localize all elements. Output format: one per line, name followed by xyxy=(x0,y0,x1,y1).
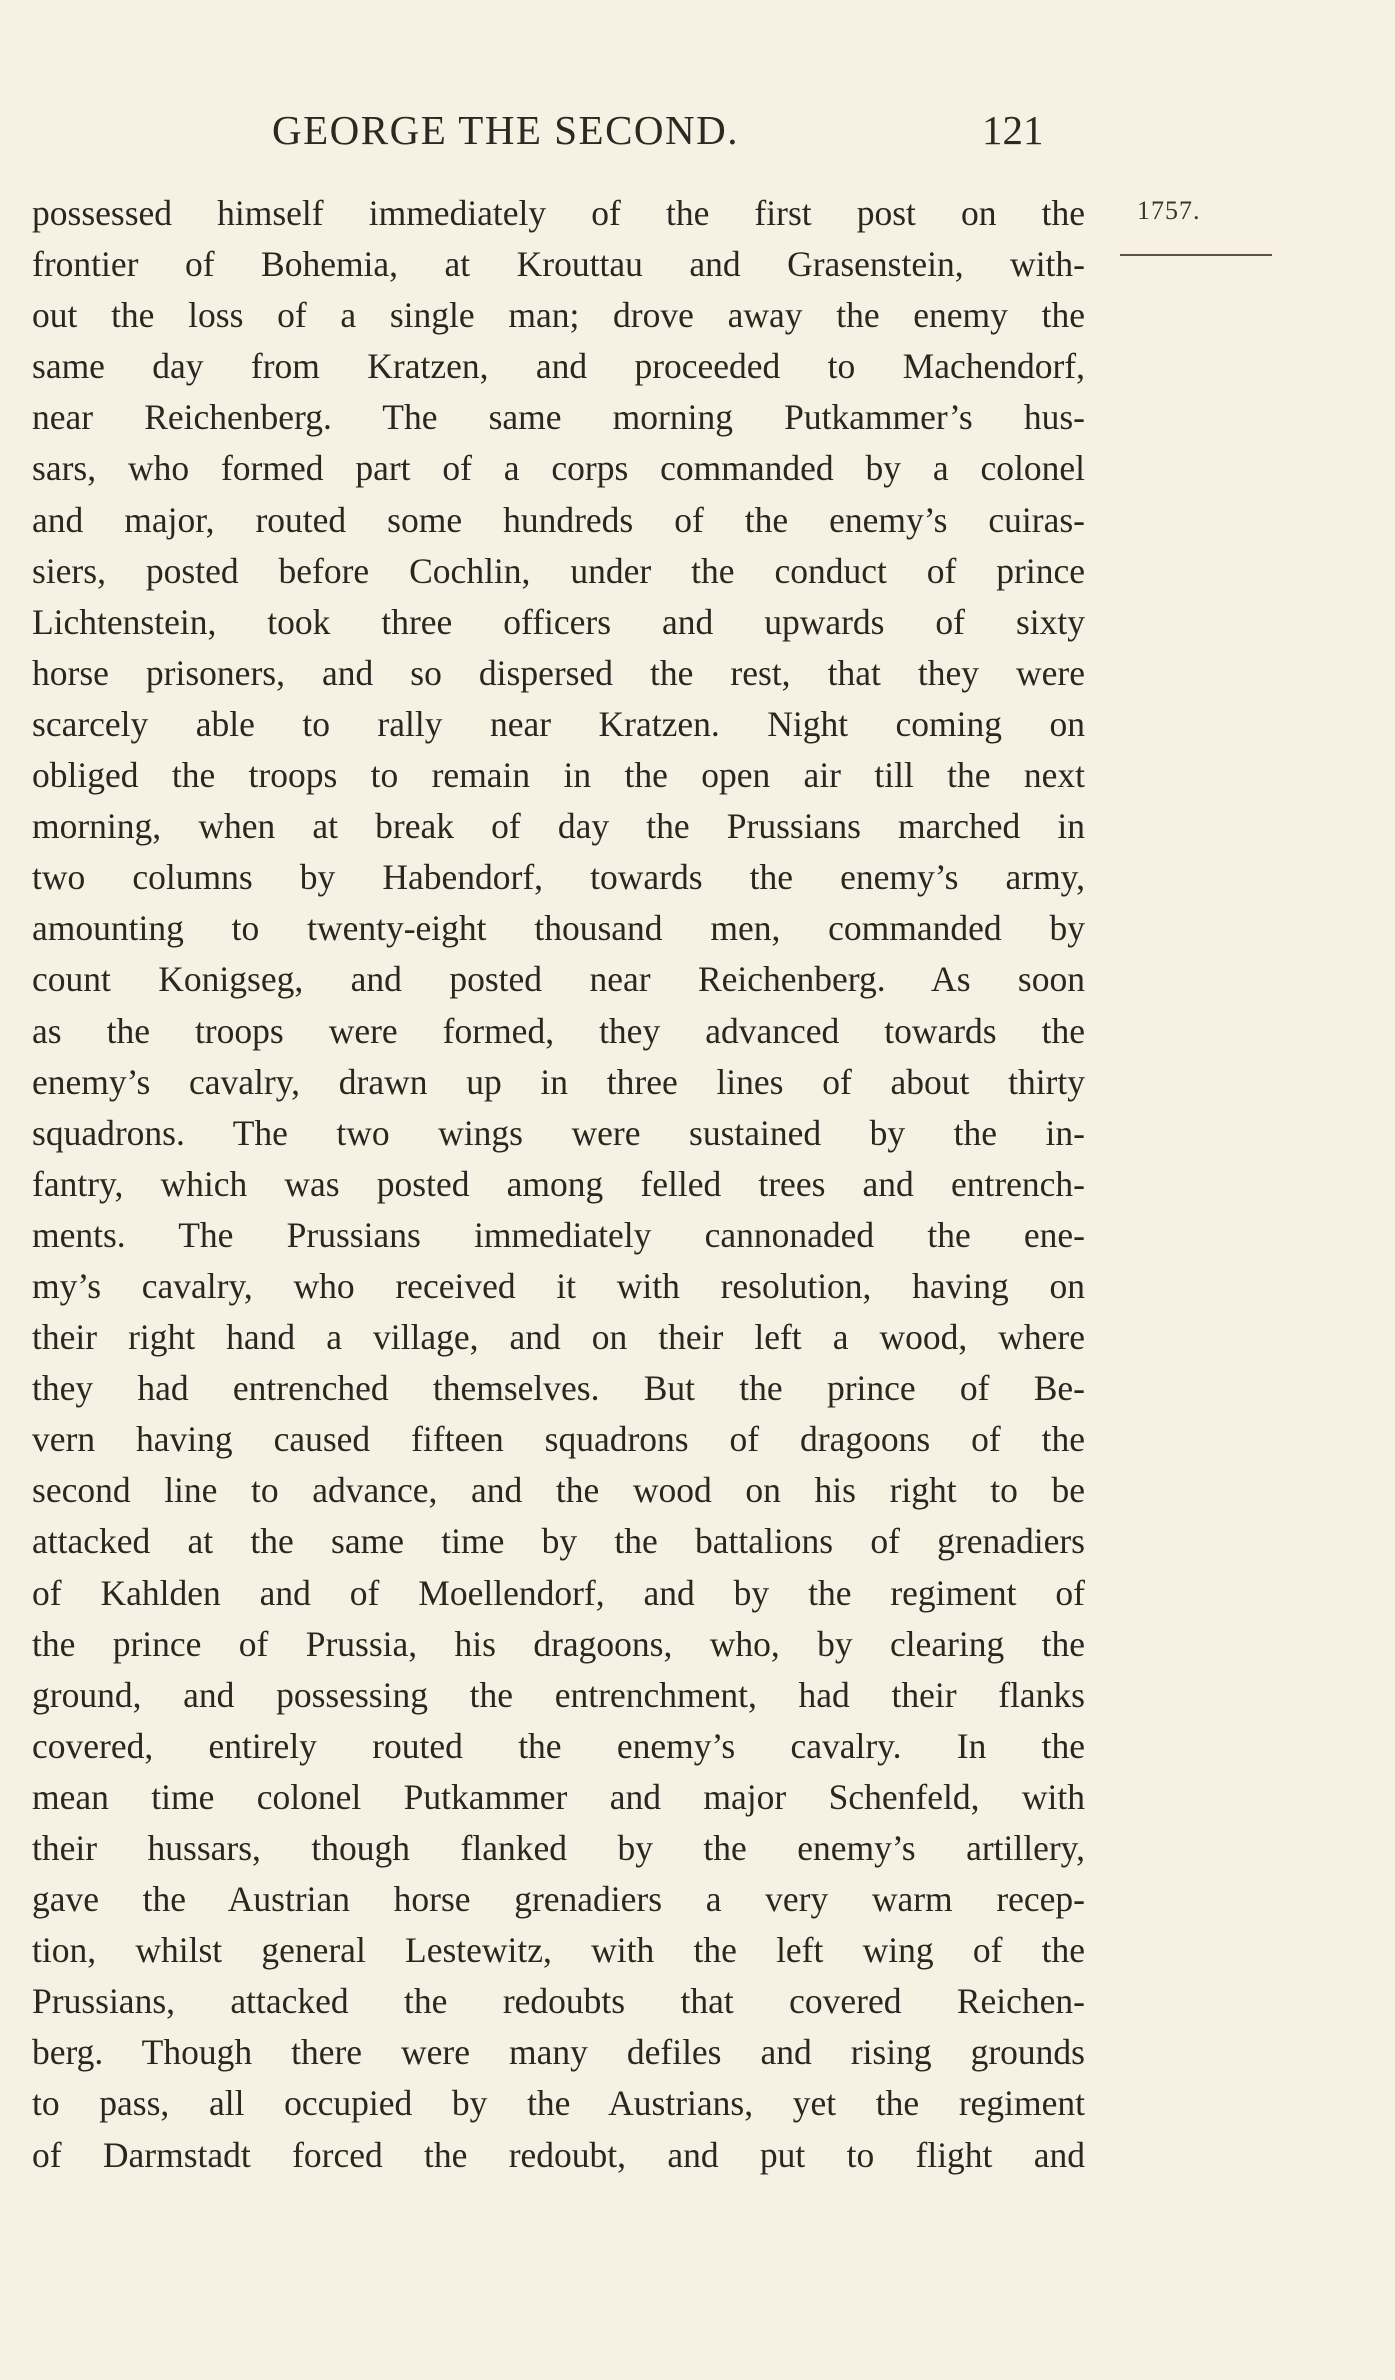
text-line: ground, and possessing the entrenchment, had their flanks xyxy=(32,1674,1085,1715)
text-line: near Reichenberg. The same morning Putkammer’s hus- xyxy=(32,397,1085,438)
text-line: of Darmstadt forced the redoubt, and put to flight and xyxy=(32,2134,1085,2175)
text-line: squadrons. The two wings were sustained by the in- xyxy=(32,1112,1085,1153)
text-line: out the loss of a single man; drove away the enemy the xyxy=(32,295,1085,336)
page-number: 121 xyxy=(982,107,1044,153)
margin-rule xyxy=(1120,254,1272,256)
text-line: second line to advance, and the wood on his right to be xyxy=(32,1470,1085,1511)
text-line: berg. Though there were many defiles and rising grounds xyxy=(32,2032,1085,2073)
text-line: two columns by Habendorf, towards the enemy’s army, xyxy=(32,857,1085,898)
text-line: attacked at the same time by the battalions of grenadiers xyxy=(32,1521,1085,1562)
text-line: same day from Kratzen, and proceeded to Machendorf, xyxy=(32,346,1085,387)
text-line: and major, routed some hundreds of the enemy’s cuiras- xyxy=(32,499,1085,540)
text-line: morning, when at break of day the Prussians marched in xyxy=(32,806,1085,847)
text-line: as the troops were formed, they advanced towards the xyxy=(32,1010,1085,1051)
running-title: GEORGE THE SECOND. xyxy=(272,107,739,153)
text-line: frontier of Bohemia, at Krouttau and Grasenstein, with- xyxy=(32,244,1085,285)
text-line: tion, whilst general Lestewitz, with the left wing of the xyxy=(32,1930,1085,1971)
text-line: their right hand a village, and on their left a wood, where xyxy=(32,1317,1085,1358)
text-line: they had entrenched themselves. But the prince of Be- xyxy=(32,1368,1085,1409)
text-line: ments. The Prussians immediately cannonaded the ene- xyxy=(32,1214,1085,1255)
text-line: enemy’s cavalry, drawn up in three lines of about thirty xyxy=(32,1061,1085,1102)
text-line: to pass, all occupied by the Austrians, yet the regiment xyxy=(32,2083,1085,2124)
text-line: siers, posted before Cochlin, under the conduct of prince xyxy=(32,550,1085,591)
text-line: their hussars, though flanked by the enemy’s artillery, xyxy=(32,1828,1085,1868)
text-line: amounting to twenty-eight thousand men, commanded by xyxy=(32,908,1085,949)
text-line: covered, entirely routed the enemy’s cavalry. In the xyxy=(32,1725,1085,1766)
text-line: count Konigseg, and posted near Reichenberg. As soon xyxy=(32,959,1085,1000)
text-line: vern having caused fifteen squadrons of dragoons of the xyxy=(32,1419,1085,1460)
text-line: fantry, which was posted among felled trees and entrench- xyxy=(32,1163,1085,1204)
text-line: possessed himself immediately of the first post on the xyxy=(32,193,1085,233)
text-line: gave the Austrian horse grenadiers a very warm recep- xyxy=(32,1879,1085,1920)
text-line: Prussians, attacked the redoubts that covered Reichen- xyxy=(32,1981,1085,2022)
text-line: mean time colonel Putkammer and major Schenfeld, with xyxy=(32,1776,1085,1817)
text-line: sars, who formed part of a corps commanded by a colonel xyxy=(32,448,1085,489)
text-line: Lichtenstein, took three officers and upwards of sixty xyxy=(32,601,1085,642)
text-line: my’s cavalry, who received it with resolution, having on xyxy=(32,1265,1085,1306)
text-line: of Kahlden and of Moellendorf, and by the regiment of xyxy=(32,1572,1085,1613)
text-line: horse prisoners, and so dispersed the rest, that they were xyxy=(32,652,1085,693)
text-line: the prince of Prussia, his dragoons, who, by clearing the xyxy=(32,1623,1085,1664)
margin-year-note: 1757. xyxy=(1137,196,1201,225)
text-line: obliged the troops to remain in the open air till the next xyxy=(32,755,1085,796)
text-line: scarcely able to rally near Kratzen. Night coming on xyxy=(32,703,1085,744)
body-text xyxy=(32,188,1085,2208)
